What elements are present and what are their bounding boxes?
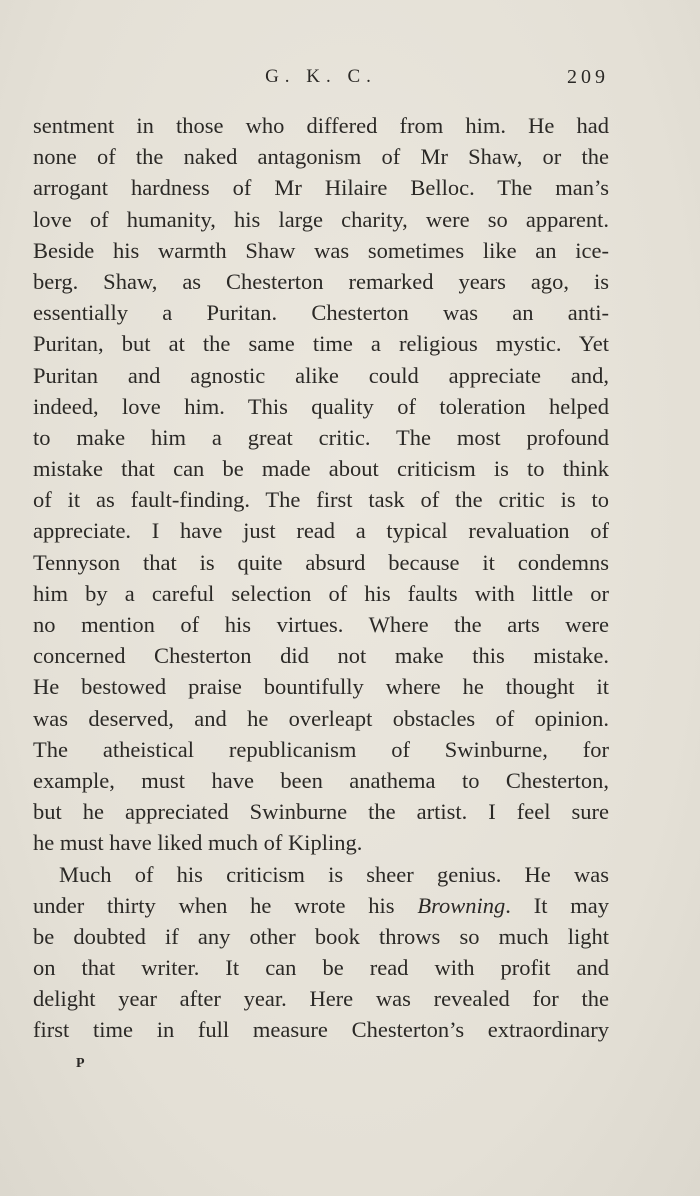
text-line <box>33 890 609 921</box>
text-line: he must have liked much of Kipling. <box>33 830 363 856</box>
paragraph-1 <box>33 110 609 859</box>
text-line: He bestowed praise bountifully where he thought it <box>33 674 609 700</box>
text-line: Tennyson that is quite absurd because it condemns <box>33 549 609 575</box>
text-line: of it as fault-finding. The first task of the critic is to <box>33 487 609 513</box>
text-fragment: under thirty when he wrote his <box>33 892 418 918</box>
text-line: Puritan and agnostic alike could appreciate and, <box>33 362 609 388</box>
text-line: first time in full measure Chesterton’s extraordinary <box>33 1017 609 1043</box>
text-line: was deserved, and he overleapt obstacles of opinion. <box>33 705 609 731</box>
text-line: Beside his warmth Shaw was sometimes like an ice- <box>33 237 609 263</box>
text-line: but he appreciated Swinburne the artist. I feel sure <box>33 799 609 825</box>
text-line: example, must have been anathema to Chesterton, <box>33 767 609 793</box>
text-line: berg. Shaw, as Chesterton remarked years ago, is <box>33 268 609 294</box>
text-line: love of humanity, his large charity, were so apparent. <box>33 206 609 232</box>
page-header <box>33 66 609 96</box>
text-line: essentially a Puritan. Chesterton was an anti- <box>33 300 609 326</box>
signature-mark: P <box>76 1056 85 1071</box>
text-line: him by a careful selection of his faults with little or <box>33 580 609 606</box>
text-line: none of the naked antagonism of Mr Shaw, or the <box>33 144 609 170</box>
text-line: be doubted if any other book throws so much light <box>33 923 609 949</box>
text-line: concerned Chesterton did not make this mistake. <box>33 643 609 669</box>
text-line: Puritan, but at the same time a religious mystic. Yet <box>33 331 609 357</box>
page-number: 209 <box>567 66 609 88</box>
text-line: The atheistical republicanism of Swinburne, for <box>33 736 609 762</box>
paragraph-2 <box>33 859 609 1046</box>
book-title-browning: Browning <box>417 892 506 918</box>
text-line: sentment in those who differed from him. He had <box>33 113 609 138</box>
text-fragment: . It may <box>505 892 610 918</box>
text-line: mistake that can be made about criticism is to think <box>33 456 609 482</box>
text-line: no mention of his virtues. Where the arts were <box>33 612 609 637</box>
running-title: G. K. C. <box>265 66 377 87</box>
text-line: appreciate. I have just read a typical revaluation of <box>33 518 609 544</box>
text-line: indeed, love him. This quality of toleration helped <box>33 393 609 419</box>
text-line: on that writer. It can be read with profit and <box>33 955 609 981</box>
text-line: delight year after year. Here was revealed for the <box>33 986 609 1012</box>
text-line: Much of his criticism is sheer genius. He was <box>59 861 609 887</box>
text-line: arrogant hardness of Mr Hilaire Belloc. The man’s <box>33 175 609 201</box>
body-text <box>33 110 609 1046</box>
text-line: to make him a great critic. The most profound <box>33 424 609 450</box>
